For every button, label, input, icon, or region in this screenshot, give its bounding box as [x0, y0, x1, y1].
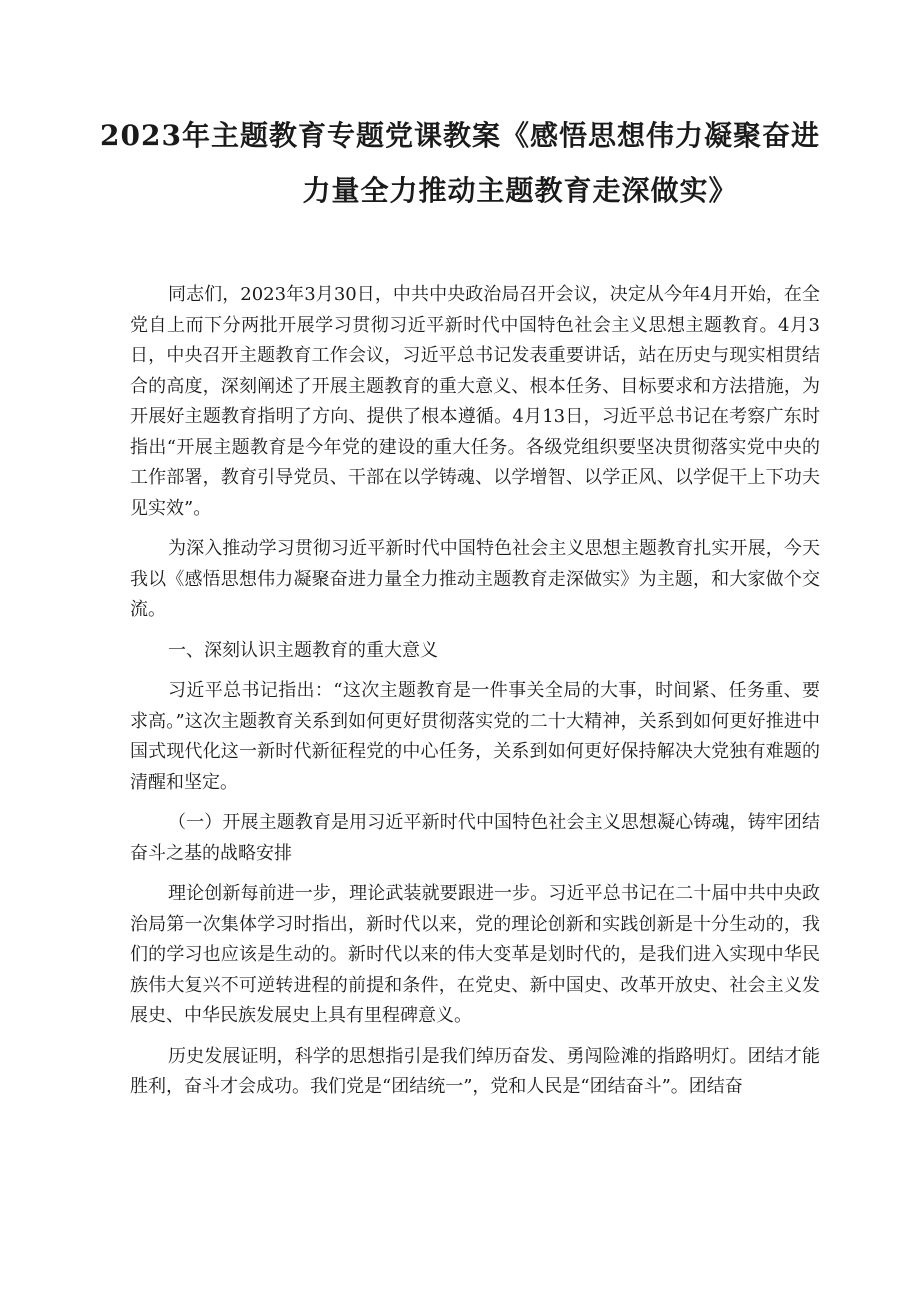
title-line-2: 力量全力推动主题教育走深做实》 [302, 174, 738, 207]
paragraph-significance: 习近平总书记指出：“这次主题教育是一件事关全局的大事，时间紧、任务重、要求高。”这次主题教育关系到如何更好贯彻落实党的二十大精神，关系到如何更好推进中国式现代化这一新时代新征程党的中心任务，关系到如何更好保持解决大党独有难题的清醒和坚定。 [130, 680, 820, 793]
document-body [130, 280, 820, 1103]
paragraph-topic: 为深入推动学习贯彻习近平新时代中国特色社会主义思想主题教育扎实开展，今天我以《感悟思想伟力凝聚奋进力量全力推动主题教育走深做实》为主题，和大家做个交流。 [130, 538, 820, 620]
title-line-1: 2023年主题教育专题党课教案《感悟思想伟力凝聚奋进 [100, 119, 820, 152]
subsection-heading-1: （一）开展主题教育是用习近平新时代中国特色社会主义思想凝心铸魂，铸牢团结奋斗之基的战略安排 [130, 812, 820, 864]
document-title [80, 108, 840, 218]
section-heading-1: 一、深刻认识主题教育的重大意义 [168, 639, 438, 661]
paragraph-theory: 理论创新每前进一步，理论武装就要跟进一步。习近平总书记在二十届中共中央政治局第一次集体学习时指出，新时代以来，党的理论创新和实践创新是十分生动的，我们的学习也应该是生动的。新时代以来的伟大变革是划时代的，是我们进入实现中华民族伟大复兴不可逆转进程的前提和条件，在党史、新中国史、改革开放史、社会主义发展史、中华民族发展史上具有里程碑意义。 [130, 883, 820, 1026]
paragraph-history: 历史发展证明，科学的思想指引是我们绰历奋发、勇闯险滩的指路明灯。团结才能胜利，奋斗才会成功。我们党是“团结统一”，党和人民是“团结奋斗”。团结奋 [130, 1045, 820, 1097]
paragraph-intro: 同志们，2023年3月30日，中共中央政治局召开会议，决定从今年4月开始，在全党自上而下分两批开展学习贯彻习近平新时代中国特色社会主义思想主题教育。4月3日，中央召开主题教育工作会议，习近平总书记发表重要讲话，站在历史与现实相贯结合的高度，深刻阐述了开展主题教育的重大意义、根本任务、目标要求和方法措施，为开展好主题教育指明了方向、提供了根本遵循。4月13日，习近平总书记在考察广东时指出“开展主题教育是今年党的建设的重大任务。各级党组织要坚决贯彻落实党中央的工作部署，教育引导党员、干部在以学铸魂、以学增智、以学正风、以学促干上下功夫见实效”。 [130, 284, 820, 519]
